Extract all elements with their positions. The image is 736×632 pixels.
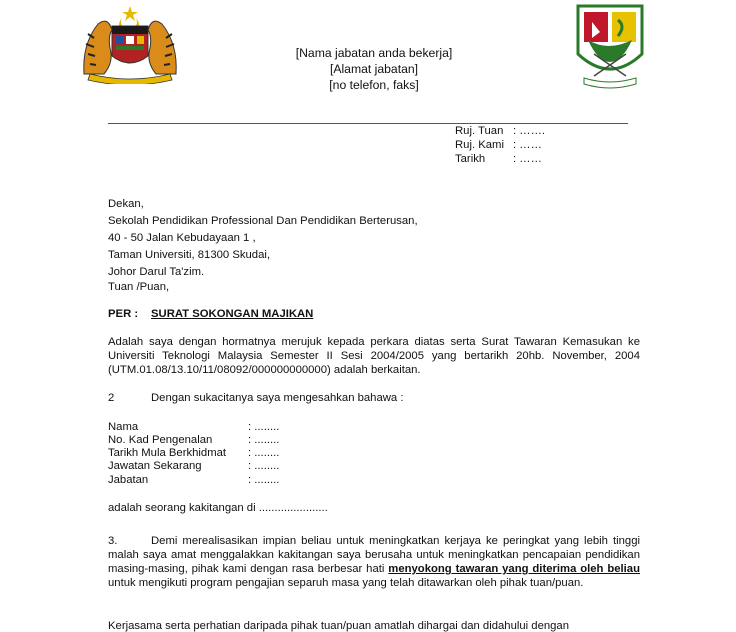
field-value: : ........	[248, 460, 280, 472]
ref-kami	[455, 139, 542, 151]
paragraph-3-text-end: untuk mengikuti program pengajian separuh masa yang telah ditawarkan oleh pihak tuan/puan.	[108, 577, 584, 589]
field-label: Jabatan	[108, 474, 149, 486]
paragraph-3-emphasis: menyokong tawaran yang diterima oleh beliau	[388, 563, 640, 575]
coat-of-arms-emblem	[76, 4, 184, 84]
ref-tarikh	[455, 153, 542, 165]
letterhead-line-3: [no telefon, faks]	[329, 78, 419, 92]
ref-value: : ……	[513, 153, 542, 165]
paragraph-3-text: Demi merealisasikan impian beliau untuk meningkatkan kerjaya ke peringkat yang lebih tinggi malah saya amat menggalakkan kakitangan saya berusaha untuk meningkatkan pencapaian pendidikan masing-masing, pihak kami dengan rasa berbesar hati	[108, 535, 640, 575]
ref-value: : ……	[513, 139, 542, 151]
paragraph-4: Kerjasama serta perhatian daripada pihak tuan/puan amatlah dihargai dan didahului dengan	[108, 620, 569, 632]
ref-label: Tarikh	[455, 153, 486, 165]
paragraph-3	[108, 534, 640, 590]
salutation: Tuan /Puan,	[108, 281, 170, 293]
header-divider	[108, 123, 628, 124]
field-label: Nama	[108, 421, 139, 433]
recipient-line: Sekolah Pendidikan Professional Dan Pendidikan Berterusan,	[108, 215, 418, 227]
letterhead-line-2: [Alamat jabatan]	[329, 62, 419, 76]
subject-prefix: PER :	[108, 308, 139, 320]
recipient-line: 40 - 50 Jalan Kebudayaan 1 ,	[108, 232, 256, 244]
recipient-line: Taman Universiti, 81300 Skudai,	[108, 249, 271, 261]
field-jawatan	[108, 459, 279, 473]
ref-label: Ruj. Kami	[455, 139, 504, 151]
field-label: Jawatan Sekarang	[108, 460, 202, 472]
field-label: Tarikh Mula Berkhidmat	[108, 447, 227, 459]
recipient-line: Johor Darul Ta'zim.	[108, 266, 205, 278]
field-value: : ........	[248, 421, 280, 433]
paragraph-2-text: Dengan sukacitanya saya mengesahkan bahawa :	[151, 392, 404, 404]
paragraph-3-number: 3.	[108, 535, 118, 547]
letterhead-line-1: [Nama jabatan anda bekerja]	[295, 46, 453, 60]
staff-line: adalah seorang kakitangan di ......................	[108, 502, 328, 514]
field-tarikh-mula	[108, 446, 279, 460]
field-kad-pengenalan	[108, 433, 279, 447]
state-crest-emblem	[574, 0, 646, 92]
field-value: : ........	[248, 434, 280, 446]
ref-value: : …….	[513, 125, 546, 137]
field-nama	[108, 420, 279, 434]
field-jabatan	[108, 473, 279, 487]
paragraph-2-number: 2	[108, 392, 115, 404]
field-label: No. Kad Pengenalan	[108, 434, 213, 446]
recipient-line: Dekan,	[108, 198, 144, 210]
field-value: : ........	[248, 447, 280, 459]
ref-label: Ruj. Tuan	[455, 125, 504, 137]
paragraph-1: Adalah saya dengan hormatnya merujuk kepada perkara diatas serta Surat Tawaran Kemasukan ke Universiti Teknologi Malaysia Semester II Sesi 2004/2005 yang bertarikh 20hb. November, 2004 (UTM.01.08/13.10/11/08092/000000000000) adalah berkaitan.	[108, 336, 640, 376]
subject-title: SURAT SOKONGAN MAJIKAN	[151, 308, 314, 320]
ref-tuan	[455, 125, 545, 137]
field-value: : ........	[248, 474, 280, 486]
